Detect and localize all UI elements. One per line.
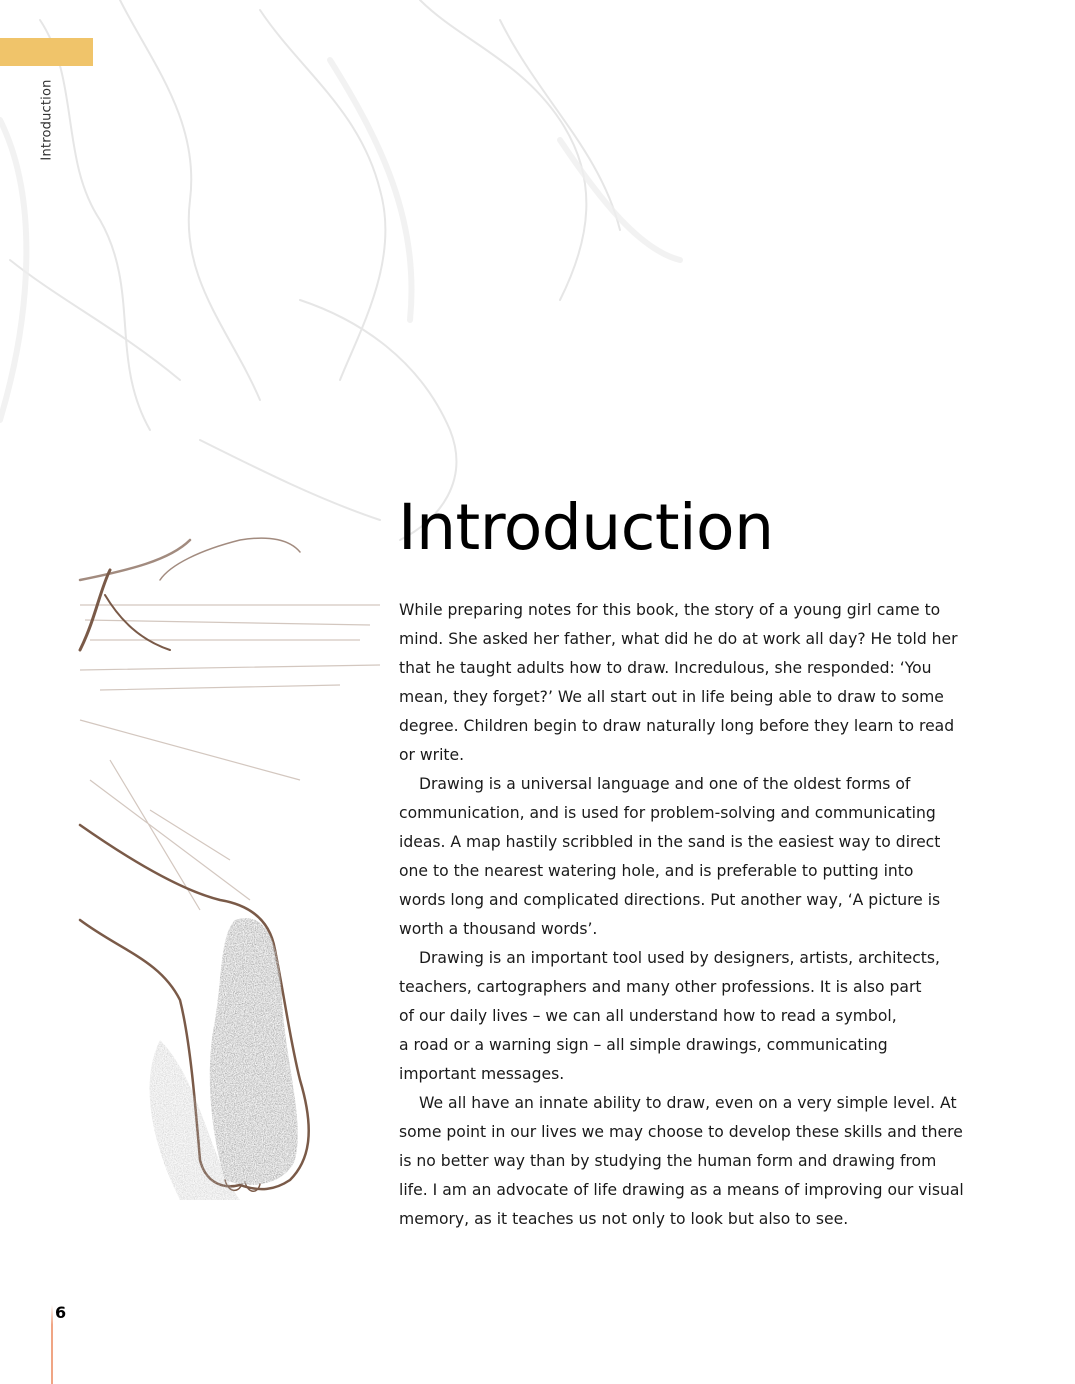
body-text [399,596,999,1234]
paragraph: While preparing notes for this book, the story of a young girl came to mind. She asked her father, what did he do at work all day? He told her that he taught adults how to draw. Incredulous, she responded: ‘You mean, they forget?’ We all start out in life being able to draw to some degree. Children begin to draw naturally long before they learn to read or write. [399,601,958,764]
paragraph: We all have an innate ability to draw, even on a very simple level. At some point in our lives we may choose to develop these skills and there is no better way than by studying the human form and drawing from life. I am an advocate of life drawing as a means of improving our visual memory, as it teaches us not only to look but also to see. [399,1094,964,1228]
page-number: 6 [55,1303,67,1322]
page-title: Introduction [398,491,774,564]
folio-rule [51,1305,53,1384]
paragraph: Drawing is an important tool used by designers, artists, architects, teachers, cartographers and many other professions. It is also part of our daily lives – we can all understand how to read a symbol, a road or a warning sign – all simple drawings, communicating important messages. [399,949,940,1083]
chapter-tab-marker [0,38,93,66]
paragraph: Drawing is a universal language and one of the oldest forms of communication, and is used for problem-solving and communicating ideas. A map hastily scribbled in the sand is the easiest way to direct one to the nearest watering hole, and is preferable to putting into words long and complicated directions. Put another way, ‘A picture is worth a thousand words’. [399,775,941,938]
running-head-text: Introduction [39,78,55,161]
running-head [37,72,57,167]
leg-and-foot-sketch [0,480,400,1240]
